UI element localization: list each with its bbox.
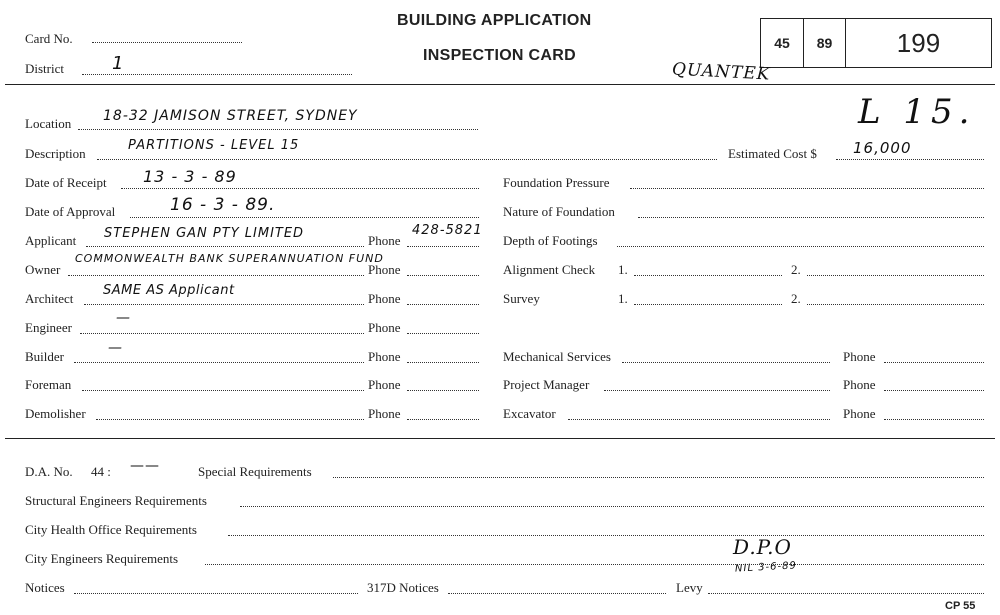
location-value: 18-32 JAMISON STREET, SYDNEY (103, 108, 358, 124)
mechanical-services-phone-label: Phone (843, 349, 876, 364)
description-label: Description (25, 146, 86, 161)
builder-value: — (108, 340, 123, 356)
demolisher-label: Demolisher (25, 406, 86, 421)
estimated-cost-label: Estimated Cost $ (728, 146, 817, 161)
foreman-label: Foreman (25, 377, 72, 392)
notices-line (74, 593, 358, 594)
excavator-phone-label: Phone (843, 406, 876, 421)
alignment-check-line2 (807, 275, 984, 276)
structural-engineers-line (240, 506, 984, 507)
applicant-label: Applicant (25, 233, 77, 248)
owner-value: COMMONWEALTH BANK SUPERANNUATION FUND (75, 252, 384, 265)
survey-label: Survey (503, 291, 540, 306)
project-manager-line (604, 390, 830, 391)
mechanical-services-label: Mechanical Services (503, 349, 611, 364)
mechanical-services-phone-line (884, 362, 984, 363)
depth-of-footings-line (617, 246, 984, 247)
owner-phone-label: Phone (368, 262, 401, 277)
engineer-label: Engineer (25, 320, 72, 335)
foreman-phone-label: Phone (368, 377, 401, 392)
applicant-line (86, 246, 364, 247)
card-no-label: Card No. (25, 31, 73, 46)
da-no-dash: —— (130, 458, 160, 474)
foundation-pressure-line (630, 188, 984, 189)
district-label: District (25, 61, 64, 76)
reference-box-3: 199 (845, 18, 992, 68)
special-requirements-line (333, 477, 984, 478)
owner-phone-line (407, 275, 479, 276)
dpo-mark: D.P.O (733, 535, 792, 559)
date-of-approval-label: Date of Approval (25, 204, 116, 219)
nature-of-foundation-line (638, 217, 984, 218)
location-line (78, 129, 478, 130)
excavator-label: Excavator (503, 406, 556, 421)
date-of-receipt-line (121, 188, 479, 189)
architect-phone-label: Phone (368, 291, 401, 306)
owner-line (68, 275, 364, 276)
card-no-line (92, 42, 242, 43)
location-label: Location (25, 116, 72, 131)
builder-phone-line (407, 362, 479, 363)
excavator-line (568, 419, 830, 420)
alignment-check-label: Alignment Check (503, 262, 596, 277)
demolisher-line (96, 419, 364, 420)
demolisher-phone-label: Phone (368, 406, 401, 421)
alignment-check-line1 (634, 275, 782, 276)
nature-of-foundation-label: Nature of Foundation (503, 204, 615, 219)
section-divider (5, 438, 995, 439)
engineer-line (80, 333, 364, 334)
structural-engineers-label: Structural Engineers Requirements (25, 493, 207, 508)
engineer-phone-line (407, 333, 479, 334)
foundation-pressure-label: Foundation Pressure (503, 175, 610, 190)
builder-line (74, 362, 364, 363)
special-requirements-label: Special Requirements (198, 464, 312, 479)
317d-notices-label: 317D Notices (367, 580, 439, 595)
owner-label: Owner (25, 262, 61, 277)
applicant-value: STEPHEN GAN PTY LIMITED (104, 226, 305, 241)
form-code: CP 55 (945, 600, 976, 612)
da-no-label: D.A. No. (25, 464, 73, 479)
317d-notices-line (448, 593, 666, 594)
foreman-line (82, 390, 364, 391)
architect-line (84, 304, 364, 305)
date-of-receipt-value: 13 - 3 - 89 (143, 167, 237, 186)
applicant-phone-label: Phone (368, 233, 401, 248)
header-divider (5, 84, 995, 85)
survey-num1: 1. (618, 291, 628, 306)
notices-label: Notices (25, 580, 65, 595)
project-manager-phone-label: Phone (843, 377, 876, 392)
engineer-phone-label: Phone (368, 320, 401, 335)
alignment-check-num2: 2. (791, 262, 801, 277)
date-of-receipt-label: Date of Receipt (25, 175, 107, 190)
architect-value: SAME AS Applicant (103, 283, 235, 298)
survey-num2: 2. (791, 291, 801, 306)
reference-box-2: 89 (803, 18, 846, 68)
engineer-value: — (116, 310, 131, 326)
date-of-approval-line (130, 217, 479, 218)
architect-phone-line (407, 304, 479, 305)
depth-of-footings-label: Depth of Footings (503, 233, 598, 248)
description-value: PARTITIONS - LEVEL 15 (128, 138, 300, 153)
estimated-cost-value: 16,000 (853, 139, 912, 157)
form-title-line2: INSPECTION CARD (423, 47, 576, 64)
project-manager-phone-line (884, 390, 984, 391)
builder-label: Builder (25, 349, 64, 364)
description-line (97, 159, 717, 160)
district-line (82, 74, 352, 75)
da-no-value: 44 : (91, 464, 111, 479)
city-engineers-label: City Engineers Requirements (25, 551, 179, 566)
nil-date: NIL 3-6-89 (734, 560, 798, 575)
city-engineers-line (205, 564, 984, 565)
district-value: 1 (112, 53, 125, 74)
demolisher-phone-line (407, 419, 479, 420)
alignment-check-num1: 1. (618, 262, 628, 277)
mechanical-services-line (622, 362, 830, 363)
survey-line2 (807, 304, 984, 305)
city-health-line (228, 535, 984, 536)
project-manager-label: Project Manager (503, 377, 590, 392)
survey-line1 (634, 304, 782, 305)
form-title-line1: BUILDING APPLICATION (397, 12, 592, 29)
levy-line (708, 593, 984, 594)
architect-label: Architect (25, 291, 74, 306)
builder-phone-label: Phone (368, 349, 401, 364)
levy-label: Levy (676, 580, 703, 595)
foreman-phone-line (407, 390, 479, 391)
estimated-cost-line (836, 159, 984, 160)
city-health-label: City Health Office Requirements (25, 522, 197, 537)
excavator-phone-line (884, 419, 984, 420)
date-of-approval-value: 16 - 3 - 89. (170, 195, 276, 215)
handwritten-annotation: QUANTEK (671, 59, 771, 85)
applicant-phone-value: 428-5821 (412, 223, 483, 238)
reference-box-1: 45 (760, 18, 804, 68)
level-mark: L 15. (858, 92, 976, 132)
applicant-phone-line (407, 246, 479, 247)
